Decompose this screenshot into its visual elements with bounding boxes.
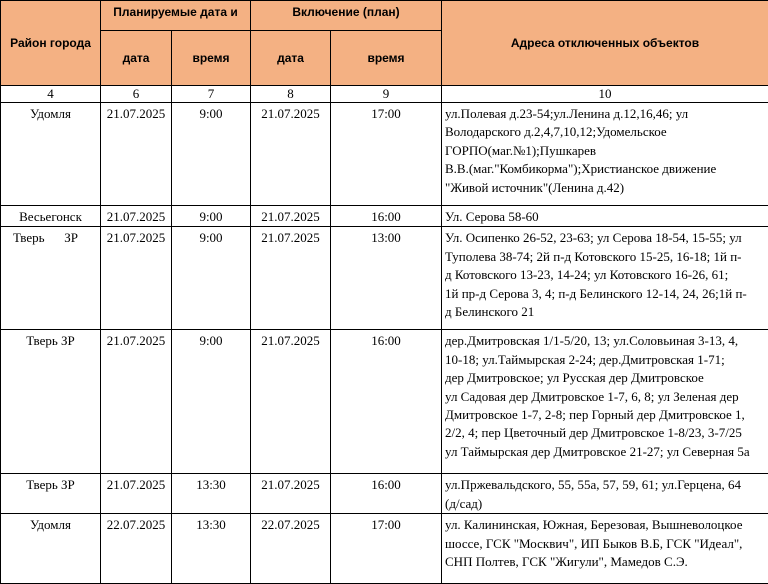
on-date-cell: 21.07.2025 [251, 206, 331, 227]
address-line: Володарского д.2,4,7,10,12;Удомельское [445, 123, 766, 141]
header-time-off: время [172, 31, 251, 86]
off-date-cell: 21.07.2025 [101, 474, 172, 514]
address-cell [442, 103, 768, 206]
district-cell: Удомля [1, 514, 101, 584]
on-time-cell: 16:00 [331, 474, 442, 514]
address-line: ул.Пржевальдского, 55, 55а, 57, 59, 61; ул.Герцена, 64 [445, 476, 766, 494]
address-line: дер Дмитровское; ул Русская дер Дмитровское [445, 369, 766, 387]
address-line: ул.Полевая д.23-54;ул.Ленина д.12,16,46; ул [445, 105, 766, 123]
table-row [1, 227, 768, 330]
header-date-on: дата [251, 31, 331, 86]
on-time-cell: 16:00 [331, 330, 442, 474]
district-cell: Удомля [1, 103, 101, 206]
on-time-cell: 16:00 [331, 206, 442, 227]
table-row [1, 474, 768, 514]
address-line: 10-18; ул.Таймырская 2-24; дер.Дмитровская 1-71; [445, 351, 766, 369]
district-cell: Весьегонск [1, 206, 101, 227]
address-line: д Белинского 21 [445, 303, 766, 321]
district-cell [1, 227, 101, 330]
table-row [1, 330, 768, 474]
off-time-cell: 9:00 [172, 206, 251, 227]
off-time-cell: 9:00 [172, 330, 251, 474]
on-date-cell: 21.07.2025 [251, 330, 331, 474]
table-row [1, 103, 768, 206]
address-line: Ул. Серова 58-60 [445, 208, 766, 226]
address-line: ул Садовая дер Дмитровское 1-7, 6, 8; ул Зеленая дер [445, 388, 766, 406]
header-addresses: Адреса отключенных объектов [442, 1, 768, 86]
off-date-cell: 22.07.2025 [101, 514, 172, 584]
district-cell: Тверь ЗР [1, 330, 101, 474]
address-line: шоссе, ГСК "Москвич", ИП Быков В.Б, ГСК "Идеал", [445, 535, 766, 553]
on-date-cell: 21.07.2025 [251, 227, 331, 330]
off-time-cell: 13:30 [172, 514, 251, 584]
address-line: ГОРПО(маг.№1);Пушкарев [445, 142, 766, 160]
address-line: "Живой источник"(Ленина д.42) [445, 179, 766, 197]
table-row [1, 206, 768, 227]
address-line: Ул. Осипенко 26-52, 23-63; ул Серова 18-54, 15-55; ул [445, 229, 766, 247]
column-number: 4 [1, 86, 101, 103]
column-number: 7 [172, 86, 251, 103]
header-district: Район города [1, 1, 101, 86]
column-number: 6 [101, 86, 172, 103]
on-date-cell: 22.07.2025 [251, 514, 331, 584]
address-cell [442, 514, 768, 584]
column-number: 10 [442, 86, 768, 103]
district-cell: Тверь ЗР [1, 474, 101, 514]
address-cell [442, 474, 768, 514]
address-line: ул Таймырская дер Дмитровское 21-27; ул Северная 5а [445, 443, 766, 461]
address-line: Дмитровское 1-7, 2-8; пер Горный дер Дмитровское 1, [445, 406, 766, 424]
on-time-cell: 17:00 [331, 514, 442, 584]
on-date-cell: 21.07.2025 [251, 474, 331, 514]
address-line: 2/2, 4; пер Цветочный дер Дмитровское 1-8/23, 3-7/25 [445, 424, 766, 442]
header-date-off: дата [101, 31, 172, 86]
table-row [1, 514, 768, 584]
column-number: 8 [251, 86, 331, 103]
address-line: 1й пр-д Серова 3, 4; п-д Белинского 12-14, 24, 26;1й п- [445, 285, 766, 303]
column-number: 9 [331, 86, 442, 103]
address-line: СНП Полтев, ГСК "Жигули", Мамедов С.Э. [445, 553, 766, 571]
off-date-cell: 21.07.2025 [101, 103, 172, 206]
address-line: (д/сад) [445, 495, 766, 513]
off-time-cell: 9:00 [172, 103, 251, 206]
address-cell [442, 206, 768, 227]
off-time-cell: 13:30 [172, 474, 251, 514]
on-time-cell: 13:00 [331, 227, 442, 330]
address-cell [442, 330, 768, 474]
header-time-on: время [331, 31, 442, 86]
off-date-cell: 21.07.2025 [101, 227, 172, 330]
address-line: дер.Дмитровская 1/1-5/20, 13; ул.Соловьиная 3-13, 4, [445, 332, 766, 350]
off-date-cell: 21.07.2025 [101, 206, 172, 227]
on-time-cell: 17:00 [331, 103, 442, 206]
off-date-cell: 21.07.2025 [101, 330, 172, 474]
address-line: Туполева 38-74; 2й п-д Котовского 15-25, 16-18; 1й п- [445, 248, 766, 266]
address-line: д Котовского 13-23, 14-24; ул Котовского 16-26, 61; [445, 266, 766, 284]
column-number-row [1, 86, 768, 103]
header-planned: Планируемые дата и [101, 1, 251, 31]
header-inclusion: Включение (план) [251, 1, 442, 31]
district-zone: ЗР [64, 230, 78, 246]
on-date-cell: 21.07.2025 [251, 103, 331, 206]
district-city: Тверь [13, 230, 45, 246]
off-time-cell: 9:00 [172, 227, 251, 330]
address-cell [442, 227, 768, 330]
address-line: ул. Калининская, Южная, Березовая, Вышневолоцкое [445, 516, 766, 534]
address-line: В.В.(маг."Комбикорма");Христианское движение [445, 160, 766, 178]
